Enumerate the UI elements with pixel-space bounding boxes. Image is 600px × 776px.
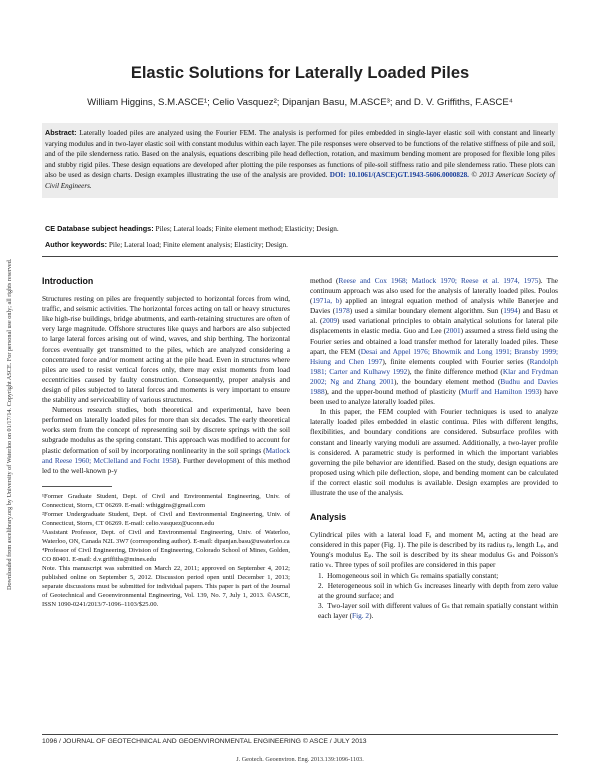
citation-link[interactable]: Reese and Cox 1968; Matlock 1970; Reese et al. 1974, 1975	[338, 276, 539, 285]
doi-link[interactable]: DOI: 10.1061/(ASCE)GT.1943-5606.0000828.	[329, 171, 469, 180]
soil-profile-list	[310, 571, 558, 621]
left-column	[42, 276, 290, 609]
divider	[42, 256, 558, 257]
list-item: 1. Homogeneous soil in which Gₛ remains spatially constant;	[318, 570, 499, 580]
intro-paragraph-1: Structures resting on piles are frequently subjected to horizontal forces from wind, traffic, and seismic activities. The horizontal forces acting on tall or heavy structures like high-rise buildings, bridge abutments, and earth-retaining structures are often of very large magnitude. Offshore structures like quays and harbors are also subjected to large lateral forces arising out of wind, waves, and ship berthing. The horizontal forces eventually get transmitted to the piles, which are analyzed considering a concentrated force and/or moment acting at the pile head. Even in structures where piles are used to resist vertical forces only, there may exist moments from load eccentricities caused by faulty construction. Consequently, proper analysis and design of piles subjected to lateral forces and moments is very important to ensure the stability and serviceability of various structures.	[42, 294, 290, 405]
list-item: 3. Two-layer soil with different values of Gₛ that remain spatially constant within each layer (Fig. 2).	[318, 600, 558, 620]
download-watermark: Downloaded from ascelibrary.org by University of Waterloo on 01/17/14. Copyright ASCE. For personal use only; all rights reserved.	[6, 258, 13, 590]
list-item: 2. Heterogeneous soil in which Gₛ increases linearly with depth from zero value at the ground surface; and	[318, 580, 559, 600]
citation-link[interactable]: Desai and Appel 1976; Bhowmik and Long 1991; Bransby 1999; Hsiung and Chen 1997	[310, 346, 559, 366]
footnote: ³Assistant Professor, Dept. of Civil and Environmental Engineering, Univ. of Waterloo, Waterloo, ON, Canada N2L 3W7 (corresponding author). E-mail: dipanjan.basu@uwaterloo.ca	[42, 528, 290, 545]
citation-link[interactable]: Randolph 1981; Carter and Kulhawy 1992	[310, 356, 558, 376]
author-keywords	[45, 240, 557, 249]
citation-line: J. Geotech. Geoenviron. Eng. 2013.139:1096-1103.	[236, 756, 364, 763]
analysis-heading: Analysis	[310, 512, 347, 523]
abstract-label: Abstract:	[45, 128, 77, 137]
introduction-heading: Introduction	[42, 276, 94, 286]
citation-link[interactable]: 1994	[503, 306, 518, 316]
citation-link[interactable]: 1978	[335, 306, 350, 316]
citation-link[interactable]: 2009	[322, 316, 338, 326]
paper-title: Elastic Solutions for Laterally Loaded Piles	[130, 64, 470, 82]
footnote: ²Former Undergraduate Student, Dept. of Civil and Environmental Engineering, Univ. of Connecticut, Storrs, CT 06269. E-mail: celio.vasquez@uconn.edu	[42, 510, 290, 527]
citation-link[interactable]: 1971a, b	[312, 296, 340, 306]
right-paragraph-2: In this paper, the FEM coupled with Fourier techniques is used to analyze laterally loaded piles embedded in elastic continua. Piles with different lengths, flexibilities, and boundary conditions are considered. Subsurface profiles with constant and linearly varying moduli are assumed. Additionally, a two-layer profile is considered. A parametric study is performed in which the important variables governing the pile behavior are identified. Based on the study, design equations are proposed using which pile deflection, slope, and bending moment can be calculated if the correct elastic soil modulus is available. Design examples are provided to illustrate the use of the analysis.	[310, 407, 558, 497]
citation-link[interactable]: Budhu and Davies 1988	[310, 376, 558, 397]
keywords-text: Pile; Lateral load; Finite element analysis; Elasticity; Design.	[108, 240, 288, 249]
right-paragraph-1: method (Reese and Cox 1968; Matlock 1970; Reese et al. 1974, 1975). The continuum approach was also used for the analysis of laterally loaded piles. Poulos (1971a, b) applied an integral equation method of analysis while Banerjee and Davies (1978) used a similar boundary element algorithm. Sun (1994) and Basu et al. (2009) used variational principles to obtain analytical solutions for lateral pile displacements in elastic media. Guo and Lee (2001) assumed a stress field using the Fourier series and obtained a load transfer method for laterally loaded piles. These apart, the FEM (Desai and Appel 1976; Bhowmik and Long 1991; Bransby 1999; Hsiung and Chen 1997), finite elements coupled with Fourier series (Randolph 1981; Carter and Kulhawy 1992), the finite difference method (Klar and Frydman 2002; Ng and Zhang 2001), the boundary element method (Budhu and Davies 1988), and the upper-bound method of plasticity (Murff and Hamilton 1993) have been used to analyze laterally loaded piles.	[310, 276, 559, 407]
footnote: ⁴Professor of Civil Engineering, Division of Engineering, Colorado School of Mines, Golden, CO 80401. E-mail: d.v.griffiths@mines.edu	[42, 546, 290, 563]
analysis-paragraph: Cylindrical piles with a lateral load Fₐ and moment Mₐ acting at the head are considered in this paper (Fig. 1). The pile is described by its radius rₚ, length Lₚ, and Young's modulus Eₚ. The soil is described by its shear modulus Gₛ and Poisson's ratio νₛ. Three types of soil profiles are considered in this paper	[310, 530, 558, 570]
page-footer: 1096 / JOURNAL OF GEOTECHNICAL AND GEOENVIRONMENTAL ENGINEERING © ASCE / JULY 2013	[42, 738, 367, 745]
manuscript-note: Note. This manuscript was submitted on March 22, 2011; approved on September 4, 2012; published online on September 5, 2012. Discussion period open until December 1, 2013; separate discussions must be submitted for individual papers. This paper is part of the Journal of Geotechnical and Geoenvironmental Engineering, Vol. 139, No. 7, July 1, 2013. ©ASCE, ISSN 1090-0241/2013/7-1096–1103/$25.00.	[42, 564, 290, 608]
footnote: ¹Former Graduate Student, Dept. of Civil and Environmental Engineering, Univ. of Connecticut, Storrs, CT 06269. E-mail: wthiggins@gmail.com	[42, 492, 290, 509]
citation-link[interactable]: Murff and Hamilton 1993	[461, 387, 540, 397]
keywords-label: Author keywords:	[45, 240, 108, 249]
subject-headings	[45, 224, 557, 233]
footnote-rule	[42, 486, 112, 487]
abstract-box	[42, 123, 558, 198]
intro-paragraph-2: Numerous research studies, both theoretical and experimental, have been performed on laterally loaded piles for more than six decades. The early theoretical works stem from the concept of representing soil by discrete springs with the soil subgrade modulus as the spring constant. This approach was modified to account for plastic deformation of soil by incorporating nonlinearity in the soil springs (Matlock and Reese 1960; McClelland and Focht 1958). Further development of this method led to the well-known p-y	[42, 405, 290, 475]
subject-text: Piles; Lateral loads; Finite element method; Elasticity; Design.	[155, 224, 339, 233]
footnotes	[42, 492, 290, 609]
figure-link[interactable]: Fig. 2	[352, 610, 370, 620]
right-column	[310, 276, 558, 621]
subject-label: CE Database subject headings:	[45, 224, 154, 233]
abstract-text: Laterally loaded piles are analyzed using the Fourier FEM. The analysis is performed for piles embedded in single-layer elastic soil with constant and linearly varying modulus and in two-layer elastic soil with constant modulus within each layer. The pile responses were observed to be functions of the relative stiffness of pile and soil, and of the pile slenderness ratio. Based on the analysis, equations describing pile head deflection, rotation, and maximum bending moment are proposed for flexible long piles and stubby rigid piles. These design equations are developed after plotting the pile responses as functions of pile-soil stiffness ratio and pile slenderness ratio. These plots can also be used as design charts. Design examples illustrating the use of the analysis are provided.	[45, 129, 555, 180]
footer-rule	[42, 734, 558, 735]
citation-link[interactable]: Klar and Frydman 2002; Ng and Zhang 2001	[310, 366, 558, 386]
citation-link[interactable]: Matlock and Reese 1960; McClelland and Focht 1958	[42, 445, 290, 465]
citation-link[interactable]: 2001	[446, 326, 461, 336]
author-list: William Higgins, S.M.ASCE¹; Celio Vasquez²; Dipanjan Basu, M.ASCE³; and D. V. Griffiths, F.ASCE⁴	[87, 97, 513, 108]
copyright-notice: © 2013 American Society of Civil Engineers.	[45, 171, 555, 190]
